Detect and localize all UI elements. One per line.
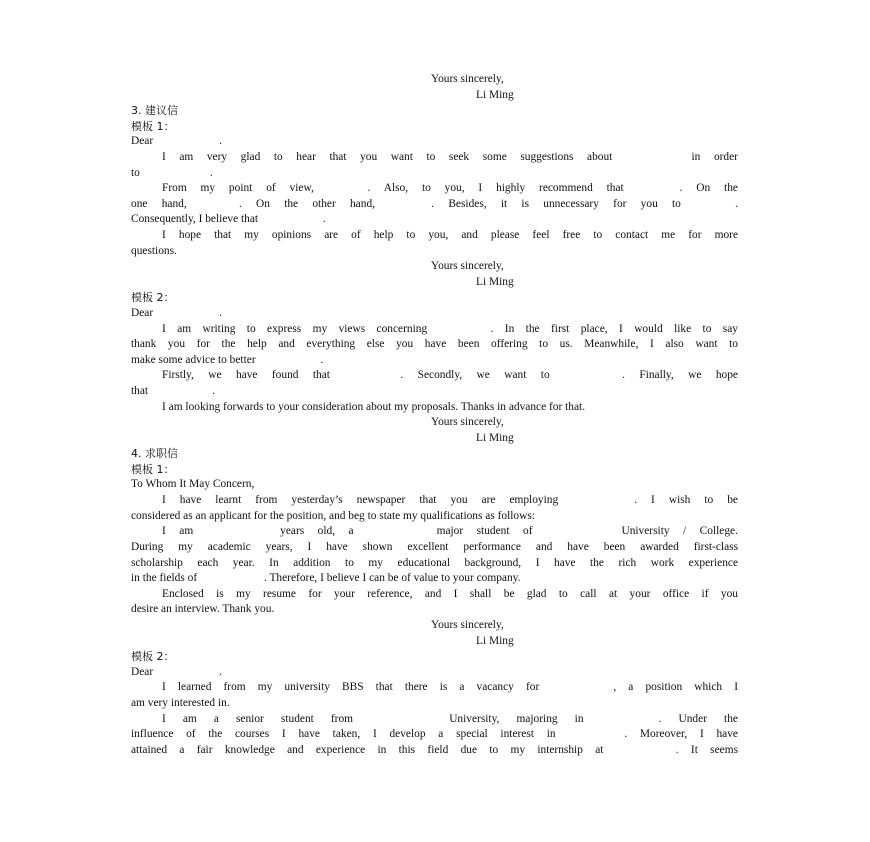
template-label: 模板 1： <box>131 120 175 133</box>
paragraph-line: Consequently, I believe that . <box>131 213 326 225</box>
paragraph-line: I am writing to express my views concerning . In the first place, I would like to say <box>162 323 738 335</box>
paragraph-line: Enclosed is my resume for your reference, and I shall be glad to call at your office if you <box>162 588 738 600</box>
paragraph-line: am very interested in. <box>131 697 230 709</box>
paragraph-line: attained a fair knowledge and experience in this field due to my internship at . It seems <box>131 744 738 756</box>
closing-sign: Yours sincerely, <box>431 619 504 631</box>
paragraph-line: make some advice to better . <box>131 354 324 366</box>
paragraph-line: to . <box>131 167 213 179</box>
paragraph-line: During my academic years, I have shown excellent performance and have been awarded first-class <box>131 541 738 553</box>
salutation: To Whom It May Concern, <box>131 478 255 490</box>
closing-sign: Yours sincerely, <box>431 416 504 428</box>
template-label: 模板 2： <box>131 650 175 663</box>
closing-name: Li Ming <box>476 276 514 288</box>
paragraph-line: desire an interview. Thank you. <box>131 603 275 615</box>
closing-sign: Yours sincerely, <box>431 260 504 272</box>
paragraph-line: thank you for the help and everything else you have been offering to us. Meanwhile, I also want to <box>131 338 738 350</box>
paragraph-line: that . <box>131 385 215 397</box>
paragraph-line: From my point of view, . Also, to you, I highly recommend that . On the <box>162 182 738 194</box>
paragraph-line: one hand, . On the other hand, . Besides, it is unnecessary for you to . <box>131 198 738 210</box>
salutation: Dear . <box>131 135 222 147</box>
paragraph-line: I learned from my university BBS that there is a vacancy for , a position which I <box>162 681 738 693</box>
paragraph-line: I have learnt from yesterday’s newspaper that you are employing . I wish to be <box>162 494 738 506</box>
closing-name: Li Ming <box>476 89 514 101</box>
template-label: 模板 1： <box>131 463 175 476</box>
salutation: Dear . <box>131 307 222 319</box>
template-label: 模板 2： <box>131 291 175 304</box>
closing-name: Li Ming <box>476 432 514 444</box>
paragraph-line: Firstly, we have found that . Secondly, we want to . Finally, we hope <box>162 369 738 381</box>
paragraph-line: I hope that my opinions are of help to you, and please feel free to contact me for more <box>162 229 738 241</box>
paragraph-line: I am a senior student from University, majoring in . Under the <box>162 713 738 725</box>
paragraph-line: in the fields of . Therefore, I believe I can be of value to your company. <box>131 572 521 584</box>
paragraph-line: scholarship each year. In addition to my educational background, I have the rich work experience <box>131 557 738 569</box>
paragraph-line: I am very glad to hear that you want to seek some suggestions about in order <box>162 151 738 163</box>
paragraph-line: I am looking forwards to your consideration about my proposals. Thanks in advance for that. <box>162 401 586 413</box>
paragraph-line: I am years old, a major student of University / College. <box>162 525 738 537</box>
paragraph-line: questions. <box>131 245 177 257</box>
section-heading: 3. 建议信 <box>131 104 178 117</box>
paragraph-line: influence of the courses I have taken, I develop a special interest in . Moreover, I have <box>131 728 738 740</box>
salutation: Dear . <box>131 666 222 678</box>
section-heading: 4. 求职信 <box>131 447 178 460</box>
closing-name: Li Ming <box>476 635 514 647</box>
paragraph-line: considered as an applicant for the position, and beg to state my qualifications as follows: <box>131 510 535 522</box>
closing-sign: Yours sincerely, <box>431 73 504 85</box>
